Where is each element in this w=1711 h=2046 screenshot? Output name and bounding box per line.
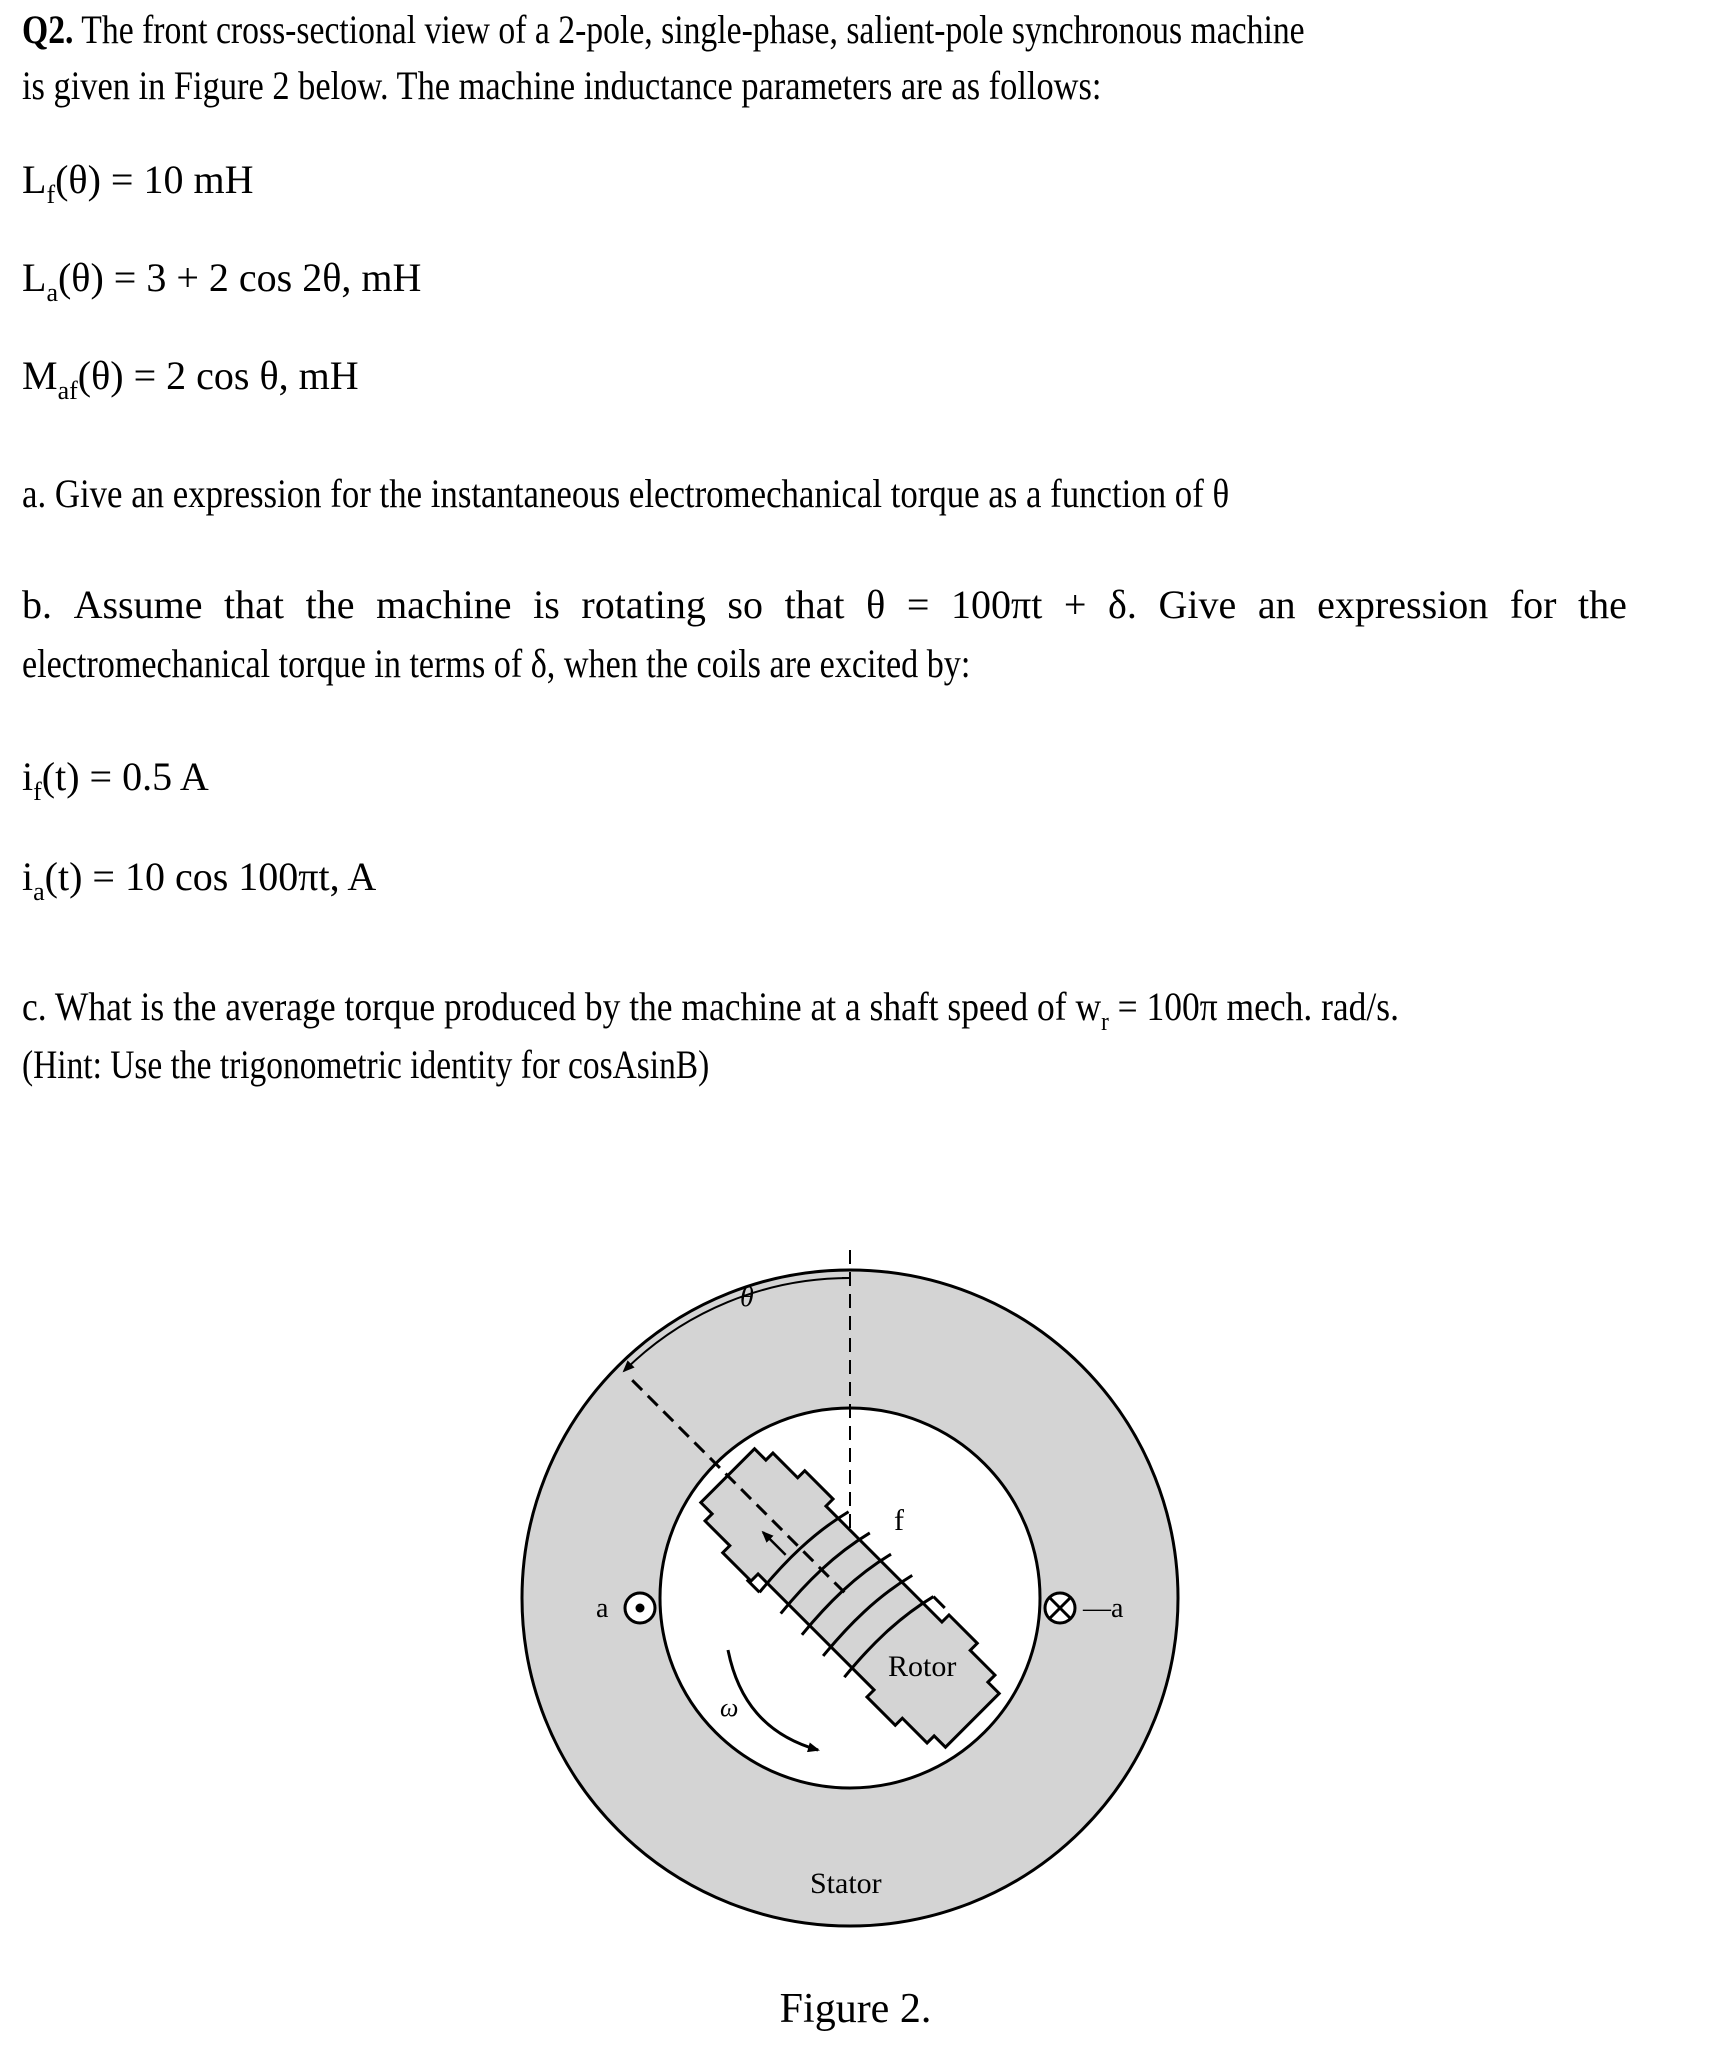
part-c-line2: (Hint: Use the trigonometric identity for cosAsinB) xyxy=(22,1042,710,1087)
question-label: Q2. xyxy=(22,7,74,52)
part-c-line1: c. What is the average torque produced by the machine at a shaft speed of $w_r = 100\pi$ mech. rad/s. xyxy=(22,984,1399,1036)
phase-a-label: a xyxy=(596,1593,609,1624)
phase-neg-a-label: —a xyxy=(1083,1593,1124,1624)
param-maf: $M_{af}(\theta) = 2$ cos θ, mH xyxy=(22,353,359,405)
question-intro-text-1: The front cross-sectional view of a 2-pole, single-phase, salient-pole synchronous machine xyxy=(81,7,1305,52)
param-lf: $L_f(\theta) = 10$ mH xyxy=(22,157,254,209)
phase-a-dot-symbol xyxy=(625,1593,655,1623)
stator-label: Stator xyxy=(810,1867,882,1900)
machine-cross-section-figure xyxy=(500,1230,1200,1950)
current-ia: $i_a(t) = 10$ cos 100πt, A xyxy=(22,854,377,906)
rotor-label: Rotor xyxy=(888,1650,957,1683)
question-intro-line2: is given in Figure 2 below. The machine inductance parameters are as follows: xyxy=(22,63,1102,108)
phase-neg-a-cross-symbol xyxy=(1045,1593,1075,1623)
param-la: $L_a(\theta) = 3 + 2$ cos 2θ, mH xyxy=(22,255,422,307)
part-b-line2: electromechanical torque in terms of δ, when the coils are excited by: xyxy=(22,641,971,686)
question-intro-line1 xyxy=(22,6,1305,54)
field-label: f xyxy=(894,1504,904,1537)
omega-label: ω xyxy=(720,1693,739,1722)
part-a-text: a. Give an expression for the instantaneous electromechanical torque as a function of θ xyxy=(22,471,1230,516)
theta-label: θ xyxy=(740,1282,754,1313)
figure-caption: Figure 2. xyxy=(779,1986,932,2032)
part-b-line1: b. Assume that the machine is rotating so that θ = 100πt + δ. Give an expression for the xyxy=(22,582,1627,627)
current-if: $i_f(t) = 0.5$ A xyxy=(22,754,209,806)
